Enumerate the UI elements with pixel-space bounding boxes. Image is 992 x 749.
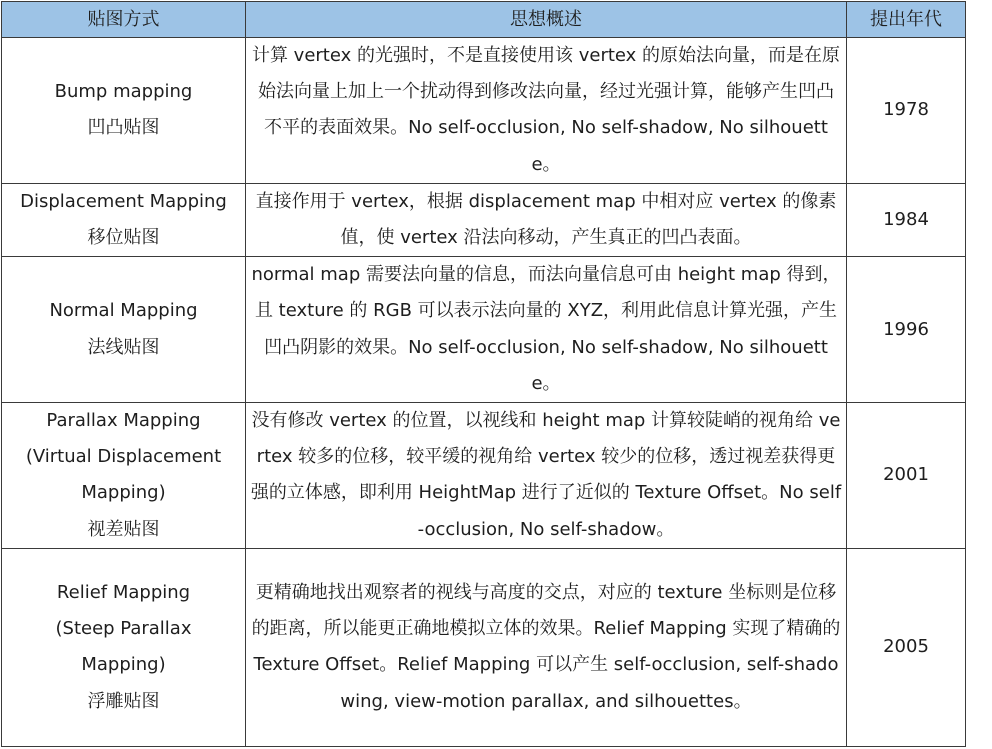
mapping-name-en: Parallax Mapping <box>46 410 201 432</box>
mapping-name-en-alt: (Steep Parallax <box>55 618 192 640</box>
mapping-name-en-alt: Mapping) <box>81 654 166 676</box>
mapping-name-en-alt: Mapping) <box>81 482 166 504</box>
description-cell: 更精确地找出观察者的视线与高度的交点，对应的 texture 坐标则是位移的距离，所以能更正确地模拟立体的效果。Relief Mapping 实现了精确的 Texture Offset。Relief Mapping 可以产生 self-occlusion, self-shadowing, view-motion parallax, and silhouettes。 <box>246 548 847 746</box>
table-row <box>2 183 966 256</box>
mapping-name-en: Normal Mapping <box>49 300 198 322</box>
mapping-name-zh: 凹凸贴图 <box>87 117 160 139</box>
mapping-name-zh: 移位贴图 <box>87 227 160 249</box>
mapping-name-zh: 浮雕贴图 <box>87 690 160 712</box>
header-mapping-method: 贴图方式 <box>2 2 246 38</box>
mapping-techniques-table <box>1 1 966 747</box>
table-row <box>2 38 966 184</box>
header-concept-summary: 思想概述 <box>246 2 847 38</box>
mapping-name-cell <box>2 548 246 746</box>
table-row <box>2 548 966 746</box>
table-header-row <box>2 2 966 38</box>
mapping-name-en: Displacement Mapping <box>20 190 227 212</box>
year-cell: 1996 <box>847 257 966 403</box>
mapping-name-cell <box>2 183 246 256</box>
mapping-name-en: Relief Mapping <box>56 581 191 603</box>
mapping-name-cell <box>2 38 246 184</box>
year-cell: 2001 <box>847 403 966 549</box>
year-cell: 1978 <box>847 38 966 184</box>
table-row <box>2 257 966 403</box>
year-cell: 2005 <box>847 548 966 746</box>
table-row <box>2 403 966 549</box>
mapping-name-cell <box>2 257 246 403</box>
year-cell: 1984 <box>847 183 966 256</box>
header-year-proposed: 提出年代 <box>847 2 966 38</box>
mapping-name-en-alt: (Virtual Displacement <box>25 446 222 468</box>
mapping-name-zh: 法线贴图 <box>87 336 160 358</box>
mapping-name-zh: 视差贴图 <box>87 518 160 540</box>
description-cell: 没有修改 vertex 的位置，以视线和 height map 计算较陡峭的视角给 vertex 较多的位移，较平缓的视角给 vertex 较少的位移，透过视差获得更强的立体感，即利用 HeightMap 进行了近似的 Texture Offset。No self-occlusion, No self-shadow。 <box>246 403 847 549</box>
mapping-name-cell <box>2 403 246 549</box>
description-cell: 计算 vertex 的光强时，不是直接使用该 vertex 的原始法向量，而是在原始法向量上加上一个扰动得到修改法向量，经过光强计算，能够产生凹凸不平的表面效果。No self-occlusion, No self-shadow, No silhouette。 <box>246 38 847 184</box>
description-cell: 直接作用于 vertex，根据 displacement map 中相对应 vertex 的像素值，使 vertex 沿法向移动，产生真正的凹凸表面。 <box>246 183 847 256</box>
mapping-name-en: Bump mapping <box>54 81 193 103</box>
description-cell: normal map 需要法向量的信息，而法向量信息可由 height map 得到，且 texture 的 RGB 可以表示法向量的 XYZ，利用此信息计算光强，产生凹凸阴影的效果。No self-occlusion, No self-shadow, No silhouette。 <box>246 257 847 403</box>
